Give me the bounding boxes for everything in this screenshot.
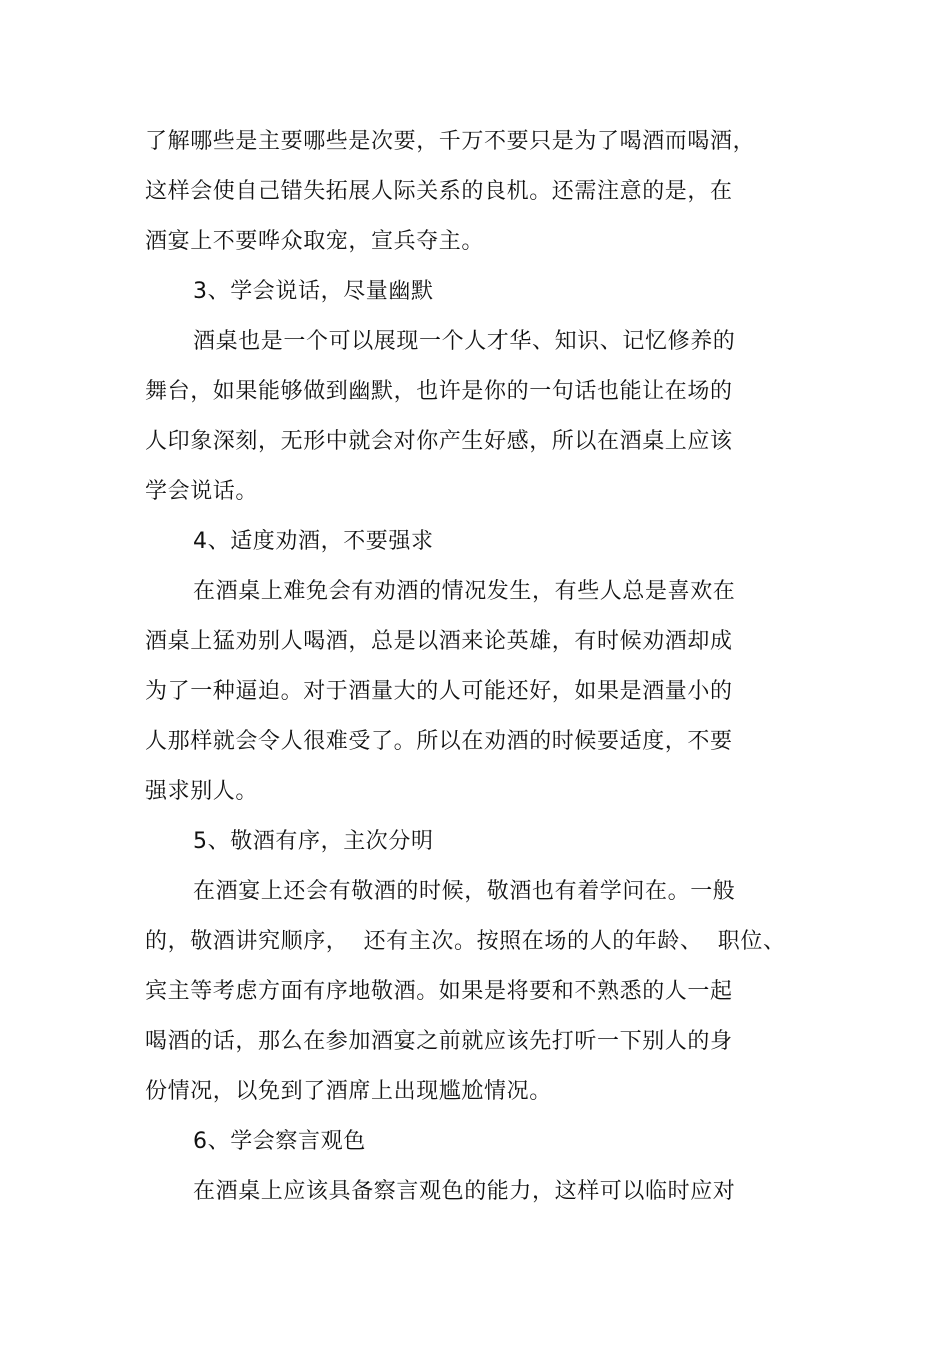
body-text-line: 学会说话。	[145, 479, 259, 504]
body-text-line: 喝酒的话，那么在参加酒宴之前就应该先打听一下别人的身	[145, 1029, 733, 1054]
body-text-line: 人印象深刻，无形中就会对你产生好感，所以在酒桌上应该	[145, 429, 733, 454]
section-heading-6: 6、学会察言观色	[193, 1129, 366, 1154]
body-text-line: 酒桌上猛劝别人喝酒，总是以酒来论英雄，有时候劝酒却成	[145, 629, 733, 654]
body-text-line: 在酒桌上应该具备察言观色的能力，这样可以临时应对	[193, 1179, 736, 1204]
body-text-line: 酒宴上不要哗众取宠，宣兵夺主。	[145, 229, 485, 254]
body-text-line: 强求别人。	[145, 779, 259, 804]
section-heading-4: 4、适度劝酒，不要强求	[193, 529, 434, 554]
body-text-line: 酒桌也是一个可以展现一个人才华、知识、记忆修养的	[193, 329, 736, 354]
body-text-line: 的，敬酒讲究顺序， 还有主次。按照在场的人的年龄、 职位、	[145, 929, 786, 954]
body-text-line: 了解哪些是主要哪些是次要，千万不要只是为了喝酒而喝酒，	[145, 129, 756, 154]
body-text-line: 为了一种逼迫。对于酒量大的人可能还好，如果是酒量小的	[145, 679, 733, 704]
body-text-line: 在酒桌上难免会有劝酒的情况发生，有些人总是喜欢在	[193, 579, 736, 604]
body-text-line: 舞台，如果能够做到幽默，也许是你的一句话也能让在场的	[145, 379, 733, 404]
body-text-line: 宾主等考虑方面有序地敬酒。如果是将要和不熟悉的人一起	[145, 979, 733, 1004]
body-text-line: 这样会使自己错失拓展人际关系的良机。还需注意的是，在	[145, 179, 733, 204]
body-text-line: 份情况，以免到了酒席上出现尴尬情况。	[145, 1079, 552, 1104]
body-text-line: 人那样就会令人很难受了。所以在劝酒的时候要适度，不要	[145, 729, 733, 754]
section-heading-5: 5、敬酒有序，主次分明	[193, 829, 434, 854]
body-text-line: 在酒宴上还会有敬酒的时候，敬酒也有着学问在。一般	[193, 879, 736, 904]
section-heading-3: 3、学会说话，尽量幽默	[193, 279, 434, 304]
